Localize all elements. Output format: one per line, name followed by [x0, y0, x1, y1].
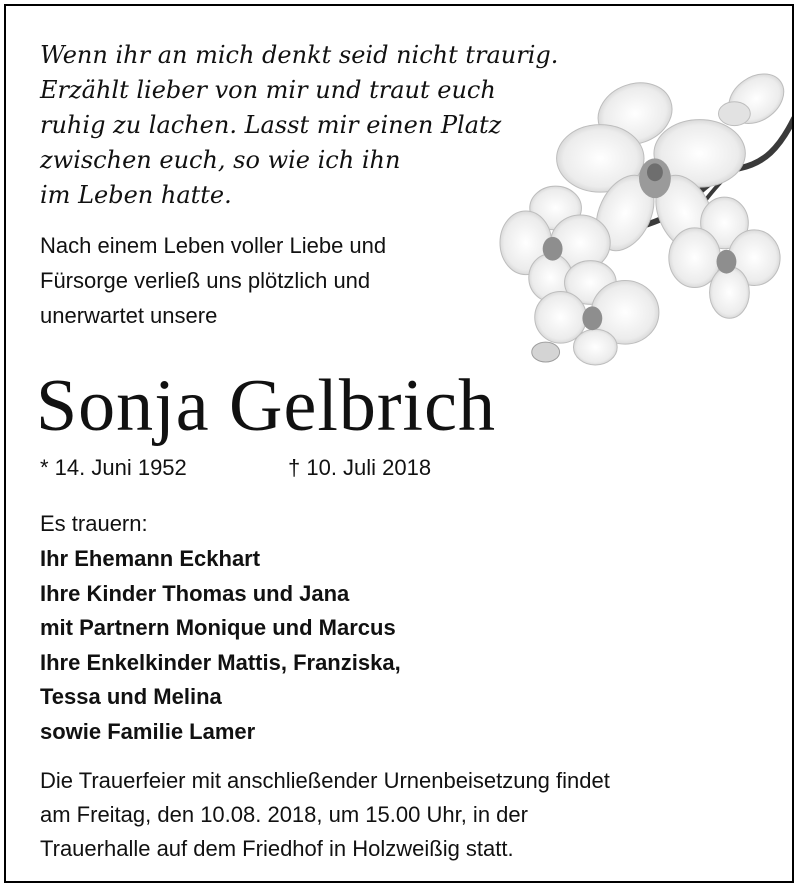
mourner-line: mit Partnern Monique und Marcus	[40, 615, 396, 640]
service-line: Die Trauerfeier mit anschließender Urnenbeisetzung findet	[40, 768, 610, 793]
deceased-name: Sonja Gelbrich	[36, 365, 496, 447]
mourners-label: Es trauern:	[40, 511, 148, 536]
poem-line: im Leben hatte.	[40, 181, 232, 209]
mourner-line: Ihr Ehemann Eckhart	[40, 546, 261, 571]
birth-date: * 14. Juni 1952	[40, 455, 187, 480]
mourner-line: Tessa und Melina	[40, 684, 222, 709]
intro-line: unerwartet unsere	[40, 303, 218, 328]
mourner-line: sowie Familie Lamer	[40, 718, 256, 744]
mourners-list	[40, 542, 560, 749]
obituary-notice	[4, 4, 794, 883]
service-info	[40, 764, 780, 866]
death-date: † 10. Juli 2018	[288, 455, 432, 480]
intro-line: Fürsorge verließ uns plötzlich und	[40, 268, 371, 293]
service-line: Trauerhalle auf dem Friedhof in Holzweißig statt.	[40, 836, 514, 861]
mourner-line: Ihre Enkelkinder Mattis, Franziska,	[40, 649, 401, 675]
service-line: am Freitag, den 10.08. 2018, um 15.00 Uhr, in der	[40, 802, 528, 827]
poem-line: ruhig zu lachen. Lasst mir einen Platz	[40, 111, 502, 139]
mourner-line: Ihre Kinder Thomas und Jana	[40, 580, 350, 606]
poem-line: Wenn ihr an mich denkt seid nicht traurig.	[40, 41, 559, 69]
poem-line: Erzählt lieber von mir und traut euch	[40, 76, 496, 104]
poem-line: zwischen euch, so wie ich ihn	[40, 146, 401, 174]
orchid-image	[496, 58, 794, 368]
intro-line: Nach einem Leben voller Liebe und	[40, 233, 387, 258]
intro-text	[40, 228, 500, 333]
